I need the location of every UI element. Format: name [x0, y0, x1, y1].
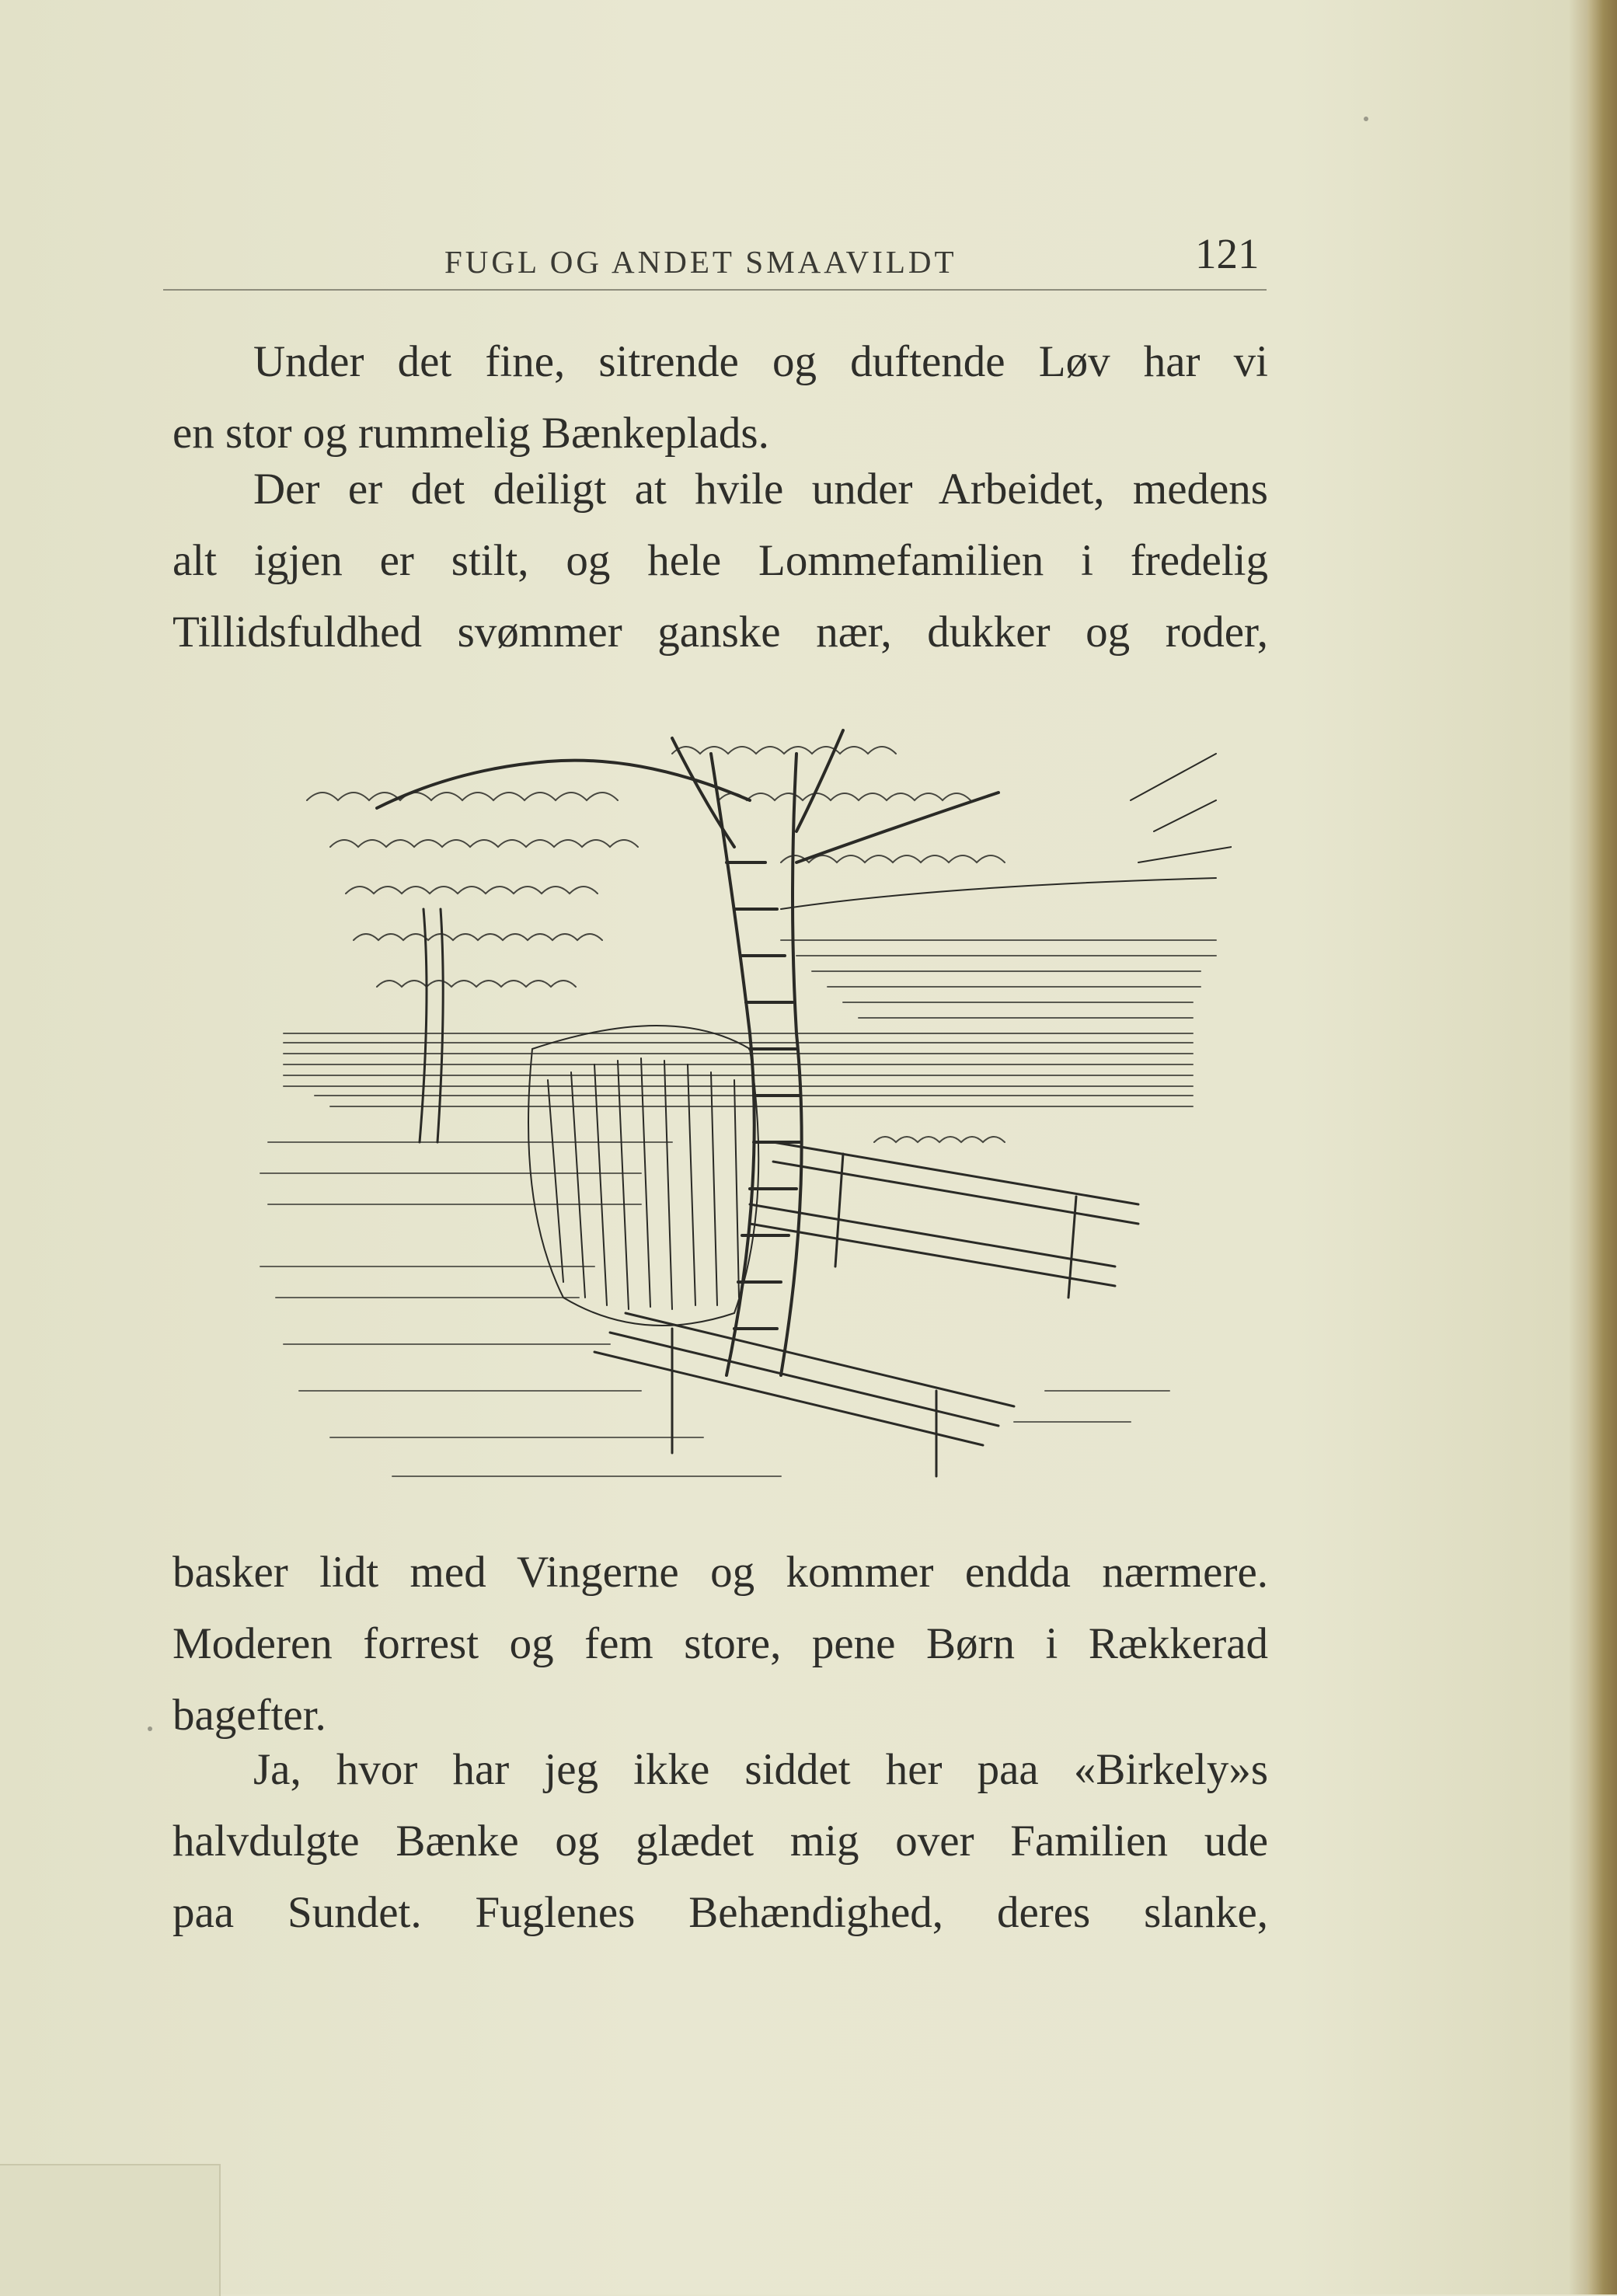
text-line: halvdulgte Bænke og glædet mig over Familien ude — [173, 1817, 1268, 1866]
paragraph-4 — [173, 1734, 1268, 1949]
header-rule — [163, 289, 1267, 291]
foliage — [307, 747, 1005, 1142]
text-line: Ja, hvor har jeg ikke siddet her paa «Birkely»s — [253, 1745, 1268, 1794]
text-line: basker lidt med Vingerne og kommer endda nærmere. — [173, 1548, 1268, 1597]
running-title: FUGL OG ANDET SMAAVILDT — [444, 244, 957, 280]
running-header — [163, 229, 1267, 291]
paragraph-3 — [173, 1537, 1268, 1751]
paragraph-2 — [173, 454, 1268, 668]
bush — [528, 1026, 758, 1326]
text-line: bagefter. — [173, 1691, 326, 1740]
bench-under-trees-illustration — [237, 707, 1232, 1500]
page-number: 121 — [1195, 230, 1260, 277]
text-line: paa Sundet. Fuglenes Behændighed, deres slanke, — [173, 1888, 1268, 1937]
text-line: Tillidsfuldhed svømmer ganske nær, dukker og roder, — [173, 608, 1268, 657]
library-label-corner — [0, 2164, 221, 2296]
text-line: en stor og rummelig Bænkeplads. — [173, 409, 769, 458]
paragraph-1 — [173, 326, 1268, 469]
book-spine-edge — [1587, 0, 1617, 2294]
bench — [594, 1142, 1138, 1476]
text-line: Der er det deiligt at hvile under Arbeidet, medens — [253, 465, 1268, 514]
text-line: Moderen forrest og fem store, pene Børn i Rækkerad — [173, 1619, 1268, 1668]
far-shore — [781, 754, 1232, 909]
paper-speck — [148, 1726, 152, 1731]
paper-speck — [1364, 117, 1368, 121]
text-line: Under det fine, sitrende og duftende Løv har vi — [253, 337, 1268, 386]
text-line: alt igjen er stilt, og hele Lommefamilien i fredelig — [173, 536, 1268, 585]
